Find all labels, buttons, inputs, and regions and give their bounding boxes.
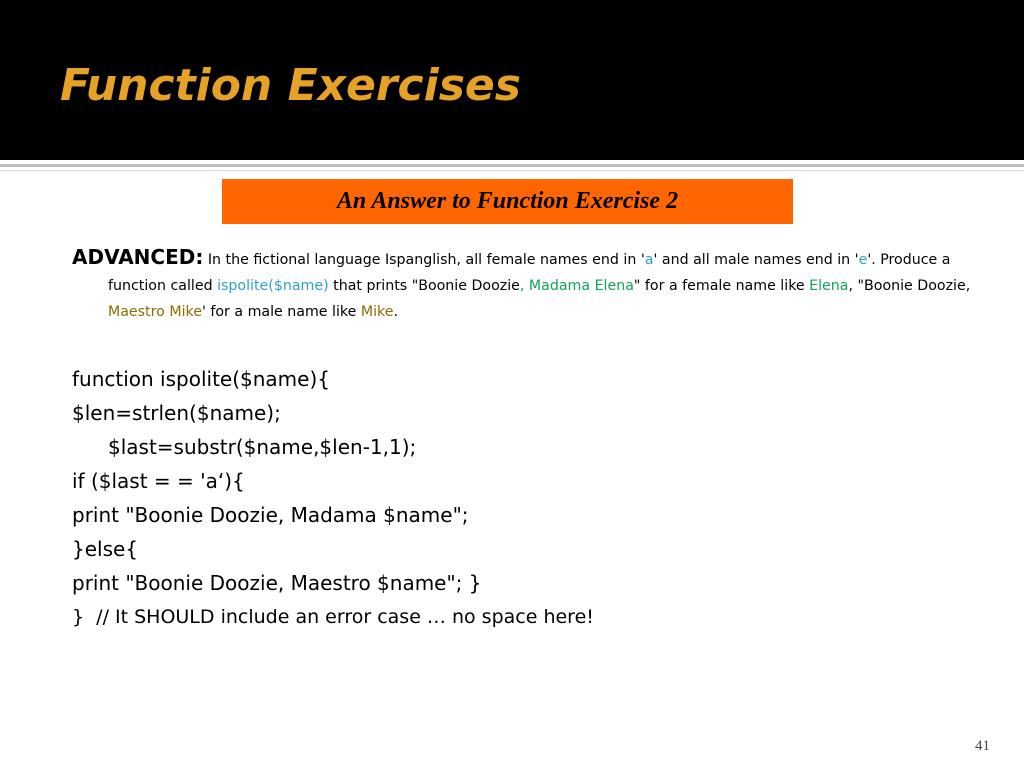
problem-text: ' and all male names end in ' — [653, 252, 859, 268]
problem-lead: ADVANCED: — [72, 245, 204, 269]
problem-text: '. Produce a function called — [108, 252, 951, 294]
code-line: $len=strlen($name); — [72, 401, 281, 425]
female-greeting: , Madama Elena — [519, 278, 634, 294]
subtitle-banner — [222, 179, 793, 224]
title-bar — [0, 0, 1024, 160]
problem-statement — [72, 244, 1008, 325]
female-suffix: a — [644, 252, 654, 268]
male-example: Mike — [360, 304, 394, 320]
slide-title: Function Exercises — [60, 60, 521, 111]
code-line: } // It SHOULD include an error case … no space here! — [72, 606, 594, 628]
subtitle-text: An Answer to Function Exercise 2 — [336, 188, 679, 214]
problem-text: , "Boonie Doozie, — [848, 278, 971, 294]
code-line: print "Boonie Doozie, Madama $name"; — [72, 503, 469, 527]
code-line: if ($last = = 'a‘){ — [72, 469, 245, 493]
problem-text: " for a female name like — [633, 278, 810, 294]
function-name: ispolite($name) — [217, 278, 329, 294]
page-number: 41 — [975, 738, 990, 754]
code-line: }else{ — [72, 537, 139, 561]
female-example: Elena — [809, 278, 849, 294]
code-line: function ispolite($name){ — [72, 367, 330, 391]
male-greeting: Maestro Mike — [108, 304, 202, 320]
problem-text: . — [393, 304, 398, 320]
code-block — [72, 362, 972, 634]
problem-text: that prints "Boonie Doozie — [328, 278, 520, 294]
code-line: print "Boonie Doozie, Maestro $name"; } — [72, 571, 482, 595]
problem-text: In the fictional language Ispanglish, all female names end in ' — [203, 252, 645, 268]
code-line: $last=substr($name,$len-1,1); — [108, 435, 417, 459]
problem-text: ' for a male name like — [201, 304, 361, 320]
divider-line — [0, 164, 1024, 167]
male-suffix: e — [858, 252, 868, 268]
divider-line-thin — [0, 170, 1024, 171]
